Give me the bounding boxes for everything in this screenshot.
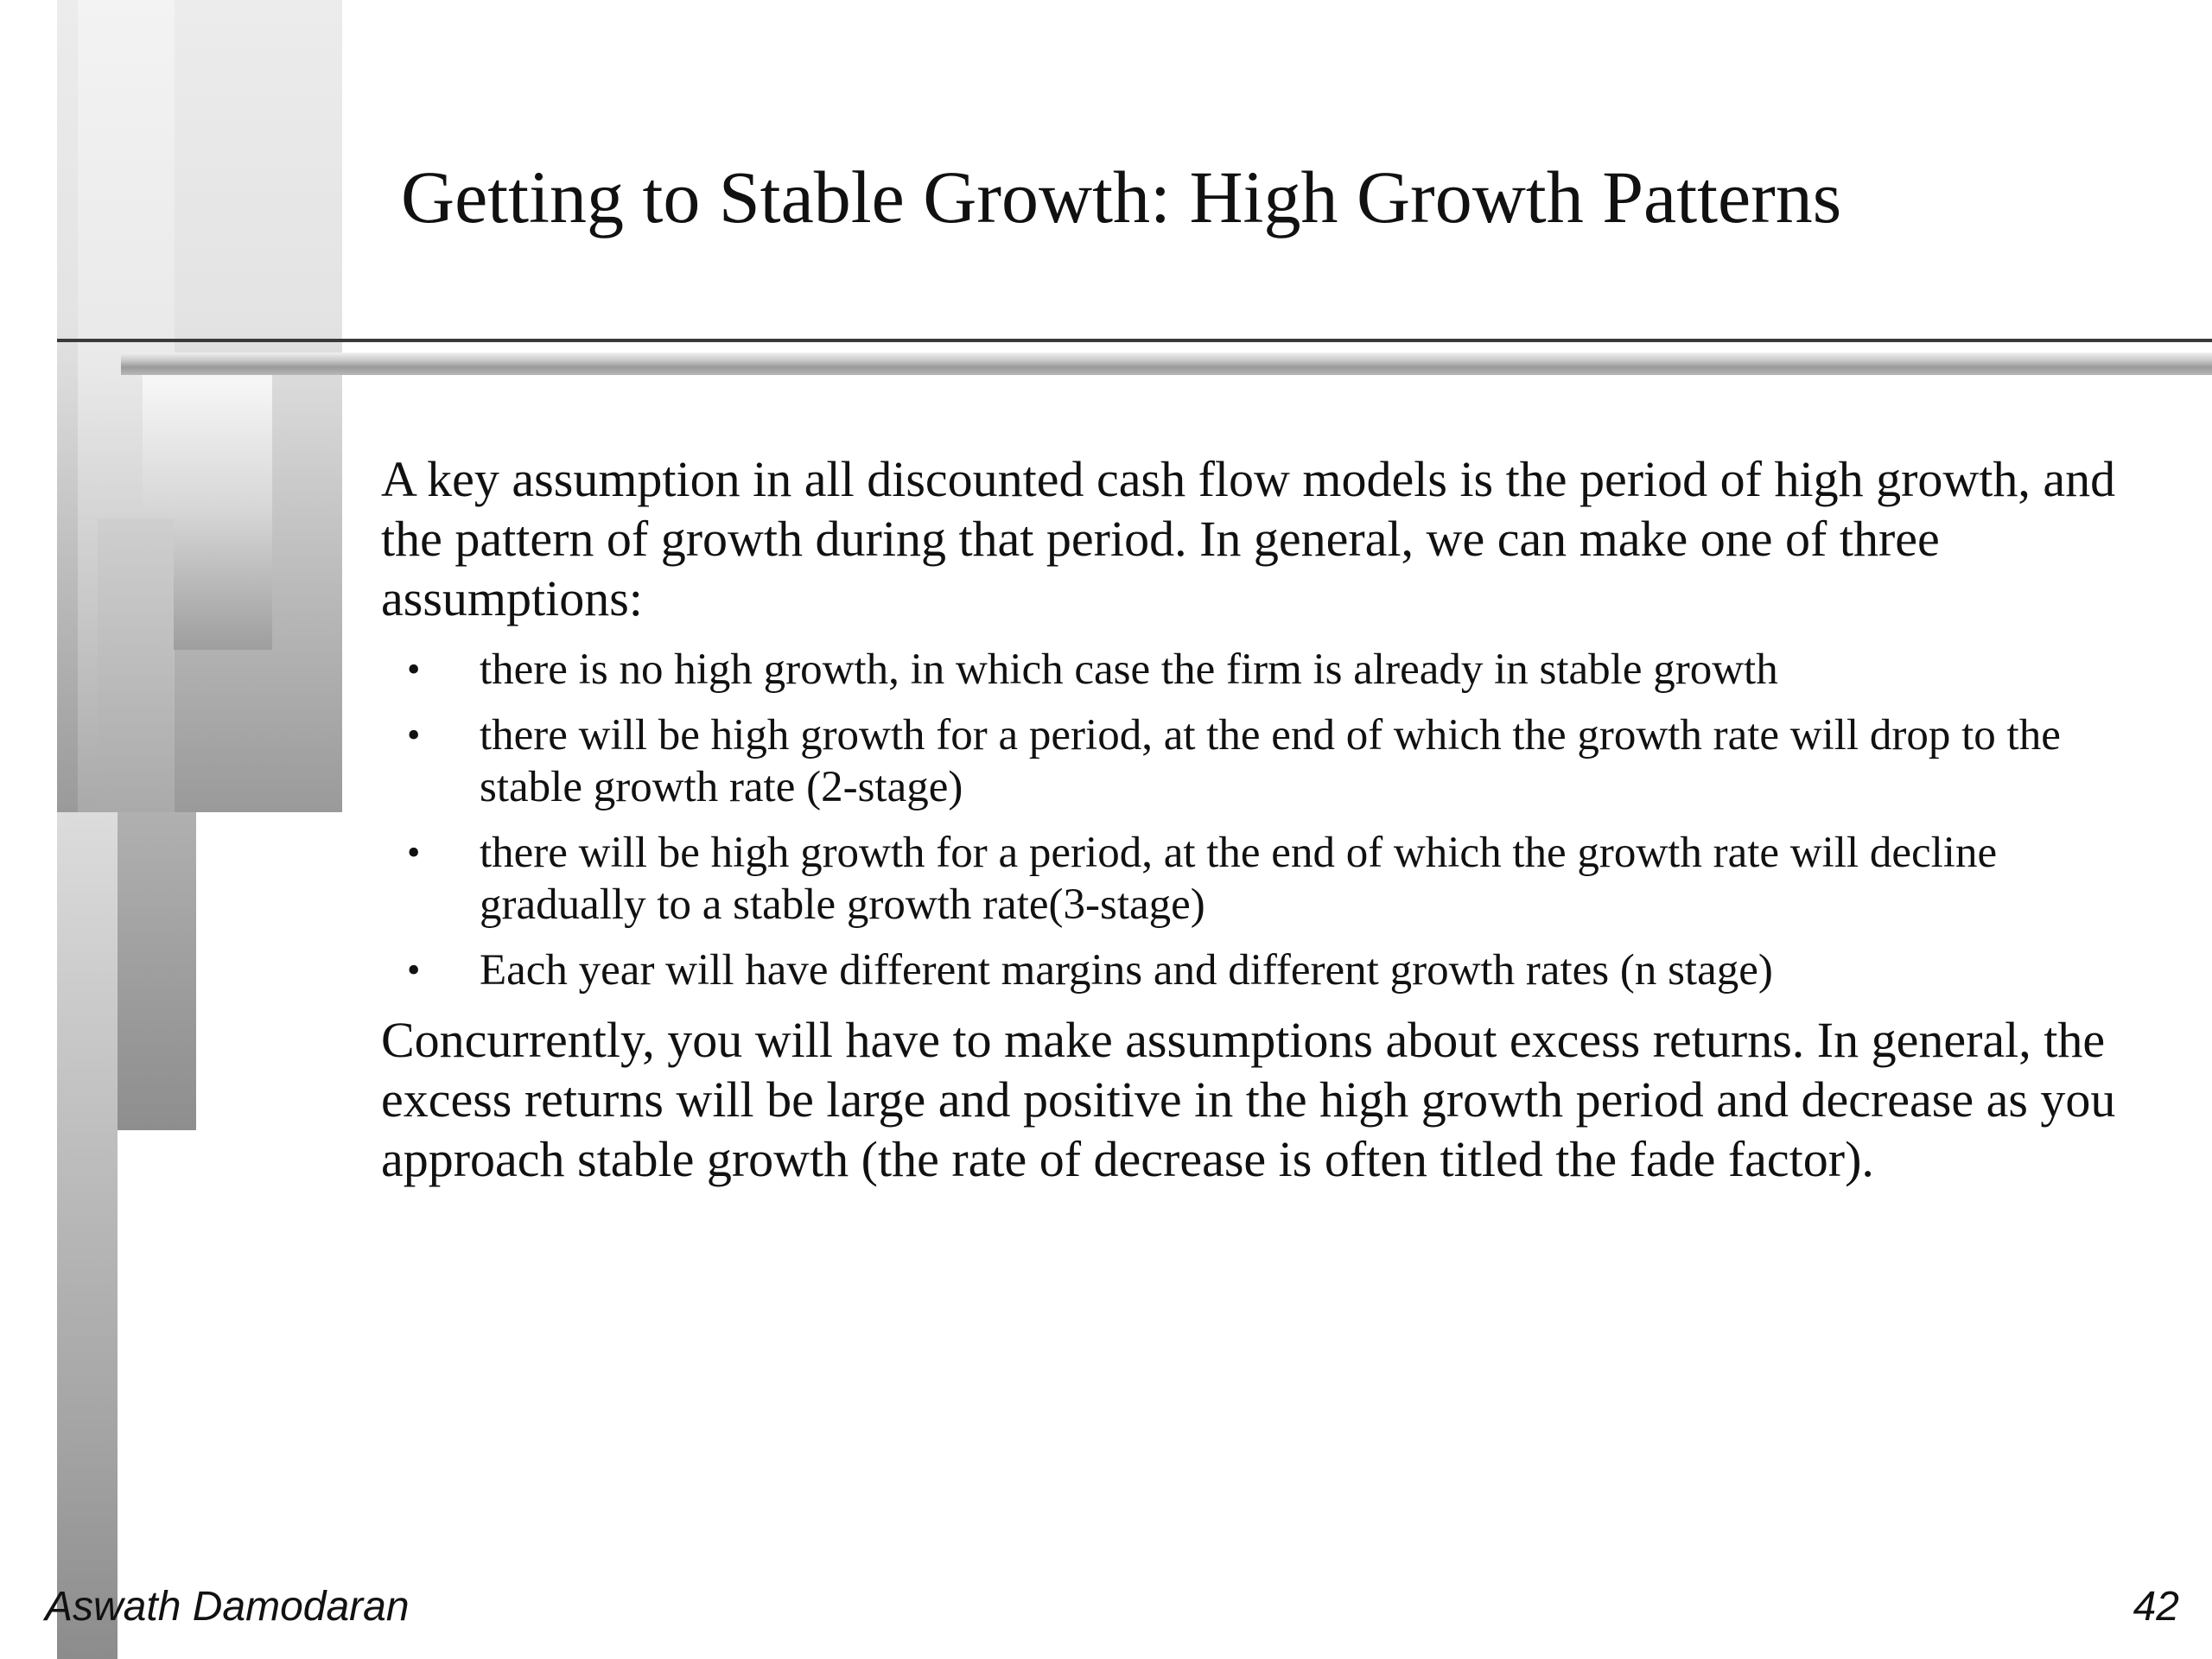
bullet-icon: • bbox=[407, 949, 421, 991]
list-item bbox=[381, 644, 2144, 696]
conclusion-paragraph: Concurrently, you will have to make assumptions about excess returns. In general, the excess returns will be large and positive in the high growth period and decrease as you approach stable growth (the rate of decrease is often titled the fade factor). bbox=[381, 1012, 2116, 1187]
slide-body bbox=[381, 449, 2144, 1189]
intro-paragraph: A key assumption in all discounted cash flow models is the period of high growth, and the pattern of growth during that period. In general, we can make one of three assumptions: bbox=[381, 451, 2116, 626]
list-item bbox=[381, 944, 2144, 996]
decorative-bar bbox=[57, 812, 118, 1659]
decorative-bar bbox=[106, 812, 196, 1130]
title-divider-bar bbox=[121, 353, 2212, 375]
bullet-icon: • bbox=[407, 714, 421, 756]
list-item bbox=[381, 709, 2144, 813]
bullet-icon: • bbox=[407, 648, 421, 690]
footer-author: Aswath Damodaran bbox=[45, 1584, 410, 1630]
list-item bbox=[381, 827, 2144, 931]
title-divider bbox=[57, 339, 2212, 342]
slide-title: Getting to Stable Growth: High Growth Patterns bbox=[401, 156, 1842, 238]
list-item-text: there is no high growth, in which case the firm is already in stable growth bbox=[480, 645, 1778, 694]
assumption-list bbox=[381, 644, 2144, 996]
bullet-icon: • bbox=[407, 831, 421, 874]
page-number: 42 bbox=[2133, 1584, 2179, 1630]
list-item-text: Each year will have different margins and different growth rates (n stage) bbox=[480, 946, 1773, 995]
list-item-text: there will be high growth for a period, at the end of which the growth rate will decline gradually to a stable growth rate(3-stage) bbox=[480, 829, 1998, 929]
list-item-text: there will be high growth for a period, at the end of which the growth rate will drop to the stable growth rate (2-stage) bbox=[480, 711, 2061, 811]
